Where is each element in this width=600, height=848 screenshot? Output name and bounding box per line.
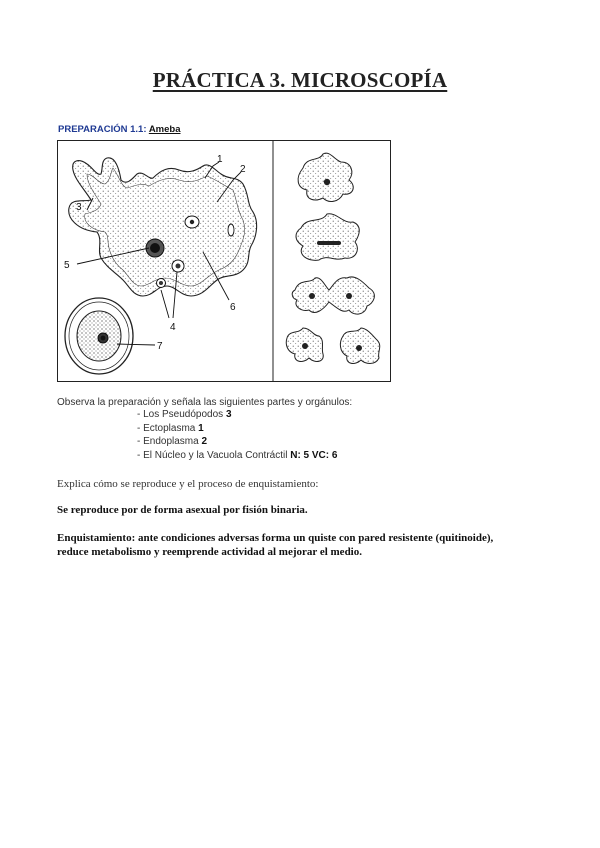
figure-label-5: 5 bbox=[64, 260, 70, 271]
part-value: 3 bbox=[225, 409, 232, 420]
part-label: - El Núcleo y la Vacuola Contráctil bbox=[137, 449, 288, 461]
part-value: 2 bbox=[201, 436, 208, 447]
preparation-label: PREPARACIÓN 1.1: bbox=[58, 124, 147, 135]
answer-reproduction: Se reproduce por de forma asexual por fisión binaria. bbox=[57, 504, 308, 516]
answer-encystment: Enquistamiento: ante condiciones adversas forma un quiste con pared resistente (quitinoide), reduce metabolismo y reemprende actividad al mejorar el medio. bbox=[57, 532, 494, 558]
part-value: 1 bbox=[198, 422, 204, 434]
amoeba-figure bbox=[57, 140, 391, 382]
figure-label-2: 2 bbox=[240, 164, 246, 175]
parts-list bbox=[137, 408, 337, 462]
part-label: - Ectoplasma bbox=[137, 422, 196, 434]
part-label: - Endoplasma bbox=[137, 436, 199, 447]
figure-label-3: 3 bbox=[76, 202, 82, 213]
list-item bbox=[137, 408, 337, 422]
figure-label-7: 7 bbox=[157, 341, 163, 352]
figure-label-6: 6 bbox=[230, 302, 236, 313]
part-value: N: 5 VC: 6 bbox=[290, 449, 338, 461]
question-text: Explica cómo se reproduce y el proceso de enquistamiento: bbox=[57, 478, 319, 490]
page-title: PRÁCTICA 3. MICROSCOPÍA bbox=[152, 68, 448, 92]
list-item bbox=[137, 435, 337, 449]
figure-label-4: 4 bbox=[170, 322, 176, 333]
part-label: - Los Pseudópodos bbox=[137, 409, 224, 420]
figure-label-1: 1 bbox=[217, 154, 223, 165]
preparation-name: Ameba bbox=[148, 124, 181, 135]
list-item bbox=[137, 449, 337, 463]
observe-instruction: Observa la preparación y señala las siguientes partes y orgánulos: bbox=[57, 397, 353, 408]
list-item bbox=[137, 422, 337, 436]
preparation-heading bbox=[58, 124, 181, 135]
